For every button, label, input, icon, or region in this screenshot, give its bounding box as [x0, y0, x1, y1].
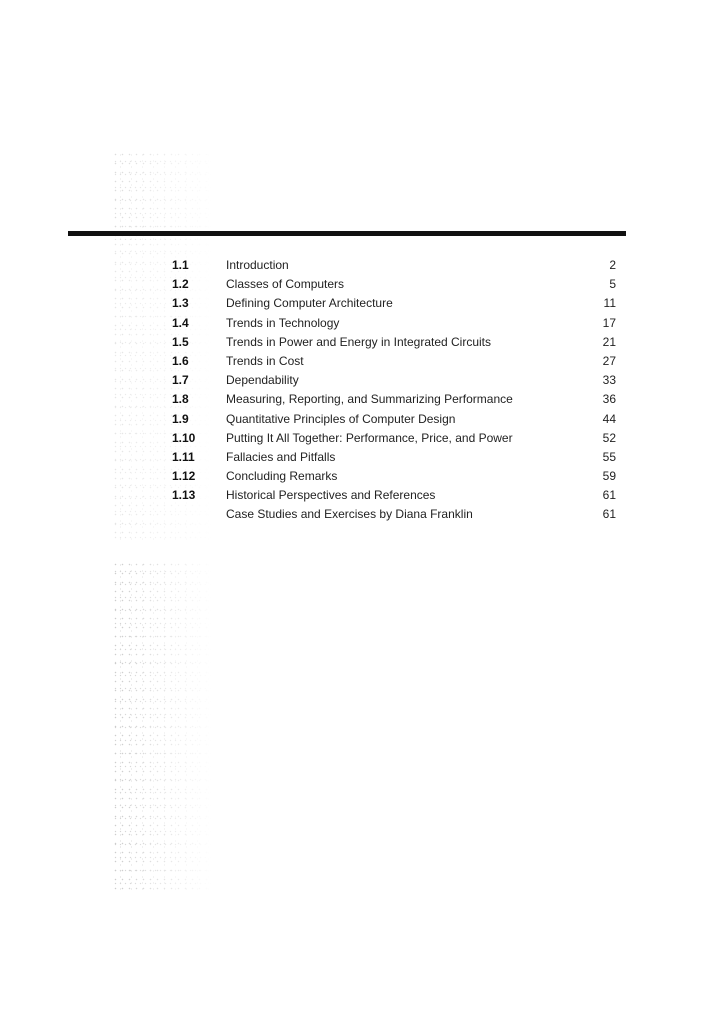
section-number: 1.11 — [172, 449, 195, 464]
section-title: Measuring, Reporting, and Summarizing Performance — [226, 392, 513, 407]
section-number: 1.7 — [172, 373, 189, 388]
section-number: 1.8 — [172, 392, 189, 407]
scan-noise-top — [112, 150, 212, 240]
toc-entry-1-10[interactable] — [0, 429, 720, 448]
page-number: 52 — [602, 430, 616, 445]
section-number: 1.10 — [172, 430, 196, 445]
section-number: 1.6 — [172, 353, 189, 368]
section-title: Case Studies and Exercises by Diana Franklin — [226, 507, 473, 522]
toc-entry-1-12[interactable] — [0, 467, 720, 486]
toc-entry-1-13[interactable] — [0, 486, 720, 505]
section-number: 1.3 — [172, 296, 189, 311]
page-number: 21 — [602, 334, 616, 349]
section-number: 1.13 — [172, 488, 196, 503]
page-number: 59 — [602, 469, 616, 484]
page-number: 44 — [602, 411, 616, 426]
page-number: 55 — [602, 449, 616, 464]
table-of-contents — [0, 256, 720, 525]
page-number: 27 — [602, 353, 616, 368]
toc-entry-1-2[interactable] — [0, 275, 720, 294]
section-title: Concluding Remarks — [226, 469, 338, 484]
scan-noise-bottom — [112, 560, 212, 890]
header-rule — [68, 231, 626, 236]
section-title: Trends in Power and Energy in Integrated Circuits — [226, 334, 492, 349]
page-number: 33 — [602, 373, 616, 388]
toc-entry-case-studies[interactable] — [0, 505, 720, 524]
page-number: 36 — [602, 392, 616, 407]
toc-entry-1-9[interactable] — [0, 410, 720, 429]
page-number: 61 — [602, 507, 616, 522]
toc-entry-1-3[interactable] — [0, 294, 720, 313]
toc-entry-1-5[interactable] — [0, 333, 720, 352]
section-number: 1.5 — [172, 334, 189, 349]
toc-entry-1-8[interactable] — [0, 390, 720, 409]
toc-entry-1-7[interactable] — [0, 371, 720, 390]
page-number: 2 — [609, 258, 616, 272]
section-title: Putting It All Together: Performance, Price, and Power — [226, 430, 513, 445]
section-title: Defining Computer Architecture — [226, 296, 393, 311]
toc-entry-1-6[interactable] — [0, 352, 720, 371]
section-title: Quantitative Principles of Computer Design — [226, 411, 456, 426]
page-number: 17 — [602, 315, 616, 330]
section-title: Dependability — [226, 373, 299, 388]
page-number: 61 — [602, 488, 616, 503]
section-number: 1.12 — [172, 469, 196, 484]
section-title: Introduction — [226, 258, 289, 272]
section-title: Trends in Cost — [226, 353, 304, 368]
section-title: Fallacies and Pitfalls — [226, 449, 336, 464]
page-number: 5 — [609, 277, 616, 292]
section-title: Classes of Computers — [226, 277, 345, 292]
section-number: 1.9 — [172, 411, 189, 426]
section-title: Trends in Technology — [226, 315, 340, 330]
page-number: 11 — [603, 296, 616, 311]
section-number: 1.2 — [172, 277, 189, 292]
section-title: Historical Perspectives and References — [226, 488, 436, 503]
toc-entry-1-4[interactable] — [0, 314, 720, 333]
section-number: 1.4 — [172, 315, 189, 330]
toc-entry-1-1[interactable] — [0, 256, 720, 275]
toc-entry-1-11[interactable] — [0, 448, 720, 467]
section-number: 1.1 — [172, 258, 189, 272]
